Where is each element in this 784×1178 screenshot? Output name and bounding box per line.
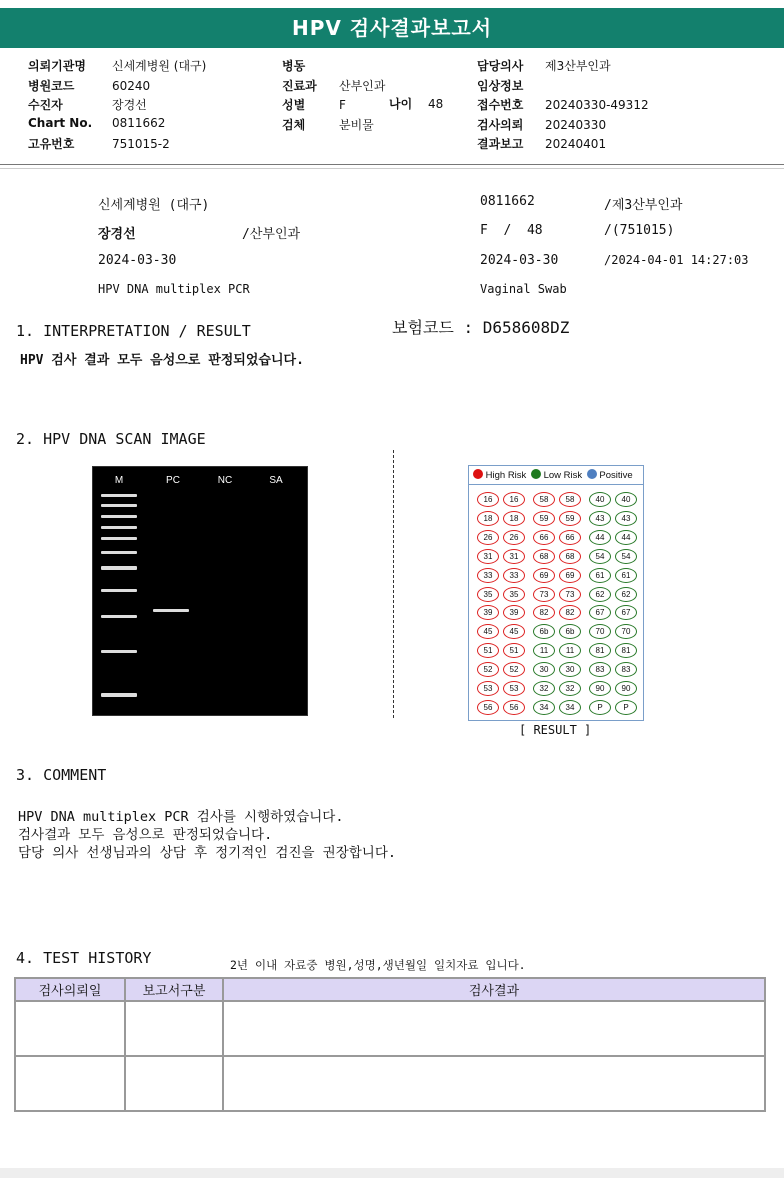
header-field-row xyxy=(477,116,777,136)
genotype-marker: 39 xyxy=(503,605,525,620)
genotype-marker: 62 xyxy=(615,587,637,602)
high-risk-dot-icon xyxy=(473,469,483,479)
header-field-row xyxy=(28,57,268,77)
header-field-value: 60240 xyxy=(112,78,151,93)
ladder-band xyxy=(101,494,137,497)
gel-lane-label: SA xyxy=(269,475,283,486)
genotype-marker: 73 xyxy=(559,587,581,602)
age-label: 나이 xyxy=(389,97,413,111)
panel-caption: [ RESULT ] xyxy=(519,723,592,737)
header-field-label: 임상정보 xyxy=(477,78,524,93)
ladder-band xyxy=(101,526,137,529)
history-header-row xyxy=(15,978,765,1001)
genotype-marker: 43 xyxy=(615,511,637,526)
header-field-label: 검체 xyxy=(282,117,306,132)
genotype-marker: 45 xyxy=(503,624,525,639)
genotype-marker: 40 xyxy=(615,492,637,507)
genotype-marker: 53 xyxy=(503,681,525,696)
history-table xyxy=(14,977,766,1112)
header-field-row xyxy=(28,116,268,136)
genotype-marker: P xyxy=(615,700,637,715)
header-field-label: 병동 xyxy=(282,59,306,73)
history-col-report-type: 보고서구분 xyxy=(125,978,223,1001)
genotype-marker: 70 xyxy=(615,624,637,639)
summary-sex-age: F / 48 xyxy=(480,223,543,238)
header-field-label: 고유번호 xyxy=(28,137,75,151)
header-field-value: 장경선 xyxy=(112,98,147,112)
genotype-marker: 34 xyxy=(533,700,555,715)
table-row xyxy=(15,1001,765,1056)
table-cell xyxy=(125,1001,223,1056)
legend-high-risk: High Risk xyxy=(485,470,527,481)
genotype-marker: 52 xyxy=(477,662,499,677)
header-field-label: 병원코드 xyxy=(28,78,75,93)
ladder-band xyxy=(101,504,137,507)
genotype-marker: 68 xyxy=(559,549,581,564)
age-block xyxy=(389,95,443,112)
summary-test-name: HPV DNA multiplex PCR xyxy=(98,282,250,296)
summary-dept: /산부인과 xyxy=(242,227,301,242)
header-field-label: 검사의뢰 xyxy=(477,117,524,132)
genotype-marker: 54 xyxy=(589,549,611,564)
header-field-label: 결과보고 xyxy=(477,137,524,151)
header-field-value: 751015-2 xyxy=(112,137,170,151)
genotype-marker: 16 xyxy=(503,492,525,507)
genotype-marker: 40 xyxy=(589,492,611,507)
genotype-marker: 35 xyxy=(477,587,499,602)
header-field-row xyxy=(28,96,268,116)
genotype-marker: 59 xyxy=(533,511,555,526)
genotype-marker: 51 xyxy=(503,643,525,658)
ladder-band xyxy=(101,537,137,540)
genotype-marker: 11 xyxy=(533,643,555,658)
header-field-label: 진료과 xyxy=(282,78,317,93)
section-scan-title: 2. HPV DNA SCAN IMAGE xyxy=(16,430,206,448)
summary-doctor: /제3산부인과 xyxy=(604,198,683,213)
history-note: 2년 이내 자료중 병원,성명,생년월일 일치자료 입니다. xyxy=(230,958,526,972)
table-cell xyxy=(223,1056,765,1111)
gel-lane-label: PC xyxy=(166,475,180,486)
pc-band xyxy=(153,609,189,612)
section-history-title: 4. TEST HISTORY xyxy=(16,949,152,967)
page-bottom-border xyxy=(0,1168,784,1178)
genotype-marker: 83 xyxy=(589,662,611,677)
header-field-row xyxy=(282,57,462,77)
genotype-marker: 67 xyxy=(615,605,637,620)
header-field-row xyxy=(28,77,268,97)
genotype-marker: 90 xyxy=(589,681,611,696)
header-field-value: 제3산부인과 xyxy=(545,59,611,73)
header-divider xyxy=(0,164,784,165)
genotype-marker: 61 xyxy=(615,568,637,583)
gel-lane-label: NC xyxy=(217,475,233,486)
summary-hospital: 신세계병원 (대구) xyxy=(98,198,210,213)
panel-legend-divider xyxy=(469,484,643,485)
genotype-marker: 33 xyxy=(477,568,499,583)
header-col1-rows xyxy=(28,57,268,155)
genotype-marker: 66 xyxy=(559,530,581,545)
header-field-row xyxy=(282,77,462,97)
header-field-value: 산부인과 xyxy=(339,78,386,93)
header-field-value: 20240330 xyxy=(545,117,607,132)
header-col3 xyxy=(477,57,777,155)
low-risk-dot-icon xyxy=(531,469,541,479)
genotype-marker: 56 xyxy=(477,700,499,715)
comment-block xyxy=(18,808,396,862)
legend-low-risk: Low Risk xyxy=(543,470,583,481)
genotype-marker: 58 xyxy=(533,492,555,507)
header-field-label: 담당의사 xyxy=(477,59,524,73)
table-cell xyxy=(15,1056,125,1111)
genotype-marker: 6b xyxy=(559,624,581,639)
genotype-marker: 18 xyxy=(477,511,499,526)
header-field-label: 접수번호 xyxy=(477,98,524,112)
genotype-marker: 68 xyxy=(533,549,555,564)
header-field-row xyxy=(477,77,777,97)
header-col3-rows xyxy=(477,57,777,155)
genotype-marker: 44 xyxy=(589,530,611,545)
genotype-marker: 70 xyxy=(589,624,611,639)
genotype-marker: 83 xyxy=(615,662,637,677)
genotype-marker: 32 xyxy=(559,681,581,696)
summary-birth: /(751015) xyxy=(604,223,675,238)
header-field-label: 의뢰기관명 xyxy=(28,59,86,73)
genotype-marker: 69 xyxy=(533,568,555,583)
genotype-marker: 34 xyxy=(559,700,581,715)
panel-legend xyxy=(473,469,633,481)
genotype-marker: 81 xyxy=(615,643,637,658)
table-cell xyxy=(223,1001,765,1056)
ladder-band xyxy=(101,589,137,592)
header-field-value: 0811662 xyxy=(112,115,166,130)
genotype-marker: 82 xyxy=(533,605,555,620)
report-title: HPV 검사결과보고서 xyxy=(0,8,784,48)
comment-line: 검사결과 모두 음성으로 판정되었습니다. xyxy=(18,827,273,843)
genotype-marker: 66 xyxy=(533,530,555,545)
genotype-marker: 52 xyxy=(503,662,525,677)
header-field-row xyxy=(477,57,777,77)
gel-lane-label: M xyxy=(114,475,124,486)
genotype-marker: 53 xyxy=(477,681,499,696)
genotype-marker: 81 xyxy=(589,643,611,658)
interpretation-text: HPV 검사 결과 모두 음성으로 판정되었습니다. xyxy=(20,353,304,368)
genotype-marker: 35 xyxy=(503,587,525,602)
history-col-request-date: 검사의뢰일 xyxy=(15,978,125,1001)
header-field-value: 신세계병원 (대구) xyxy=(112,59,207,73)
header-field-label: Chart No. xyxy=(28,115,93,130)
summary-patient: 장경선 xyxy=(98,227,136,242)
genotype-marker: 39 xyxy=(477,605,499,620)
genotype-marker: 61 xyxy=(589,568,611,583)
gel-image xyxy=(92,466,308,716)
insurance-code: 보험코드 : D658608DZ xyxy=(392,318,570,337)
header-col1 xyxy=(28,57,268,155)
genotype-marker: 30 xyxy=(533,662,555,677)
summary-date1: 2024-03-30 xyxy=(98,253,177,268)
header-field-value: 분비물 xyxy=(339,117,374,132)
genotype-marker: 33 xyxy=(503,568,525,583)
header-field-value: 20240401 xyxy=(545,137,607,151)
ladder-band xyxy=(101,515,137,518)
summary-specimen: Vaginal Swab xyxy=(480,282,567,296)
genotype-marker: 62 xyxy=(589,587,611,602)
genotype-marker: 32 xyxy=(533,681,555,696)
genotype-marker: 30 xyxy=(559,662,581,677)
genotype-marker: 18 xyxy=(503,511,525,526)
genotype-marker: 90 xyxy=(615,681,637,696)
legend-positive: Positive xyxy=(599,470,633,481)
genotype-marker: 73 xyxy=(533,587,555,602)
header-field-value: F xyxy=(339,98,346,112)
genotype-marker: 26 xyxy=(503,530,525,545)
header-field-row xyxy=(28,135,268,155)
ladder-band xyxy=(101,551,137,554)
header-field-label: 수진자 xyxy=(28,98,63,112)
genotype-marker: 11 xyxy=(559,643,581,658)
table-cell xyxy=(15,1001,125,1056)
table-row xyxy=(15,1056,765,1111)
genotype-marker: 82 xyxy=(559,605,581,620)
section-interpretation-title: 1. INTERPRETATION / RESULT xyxy=(16,322,251,340)
genotype-marker: 16 xyxy=(477,492,499,507)
genotype-marker: P xyxy=(589,700,611,715)
ladder-band xyxy=(101,650,137,653)
divider-dashed xyxy=(393,450,394,718)
summary-chart: 0811662 xyxy=(480,194,535,209)
header-divider-2 xyxy=(0,168,784,169)
genotype-marker: 59 xyxy=(559,511,581,526)
header-field-row xyxy=(282,116,462,136)
genotype-marker: 45 xyxy=(477,624,499,639)
ladder-band xyxy=(101,615,137,618)
comment-line: 담당 의사 선생님과의 상담 후 정기적인 검진을 권장합니다. xyxy=(18,845,397,861)
summary-report-time: /2024-04-01 14:27:03 xyxy=(604,253,749,267)
history-col-result: 검사결과 xyxy=(223,978,765,1001)
header-field-label: 성별 xyxy=(282,98,306,112)
genotype-marker: 58 xyxy=(559,492,581,507)
genotype-marker: 67 xyxy=(589,605,611,620)
summary-date2: 2024-03-30 xyxy=(480,253,559,268)
genotype-marker: 56 xyxy=(503,700,525,715)
header-field-value: 20240330-49312 xyxy=(545,98,649,112)
genotype-marker: 54 xyxy=(615,549,637,564)
ladder-band xyxy=(101,693,137,697)
genotype-marker: 31 xyxy=(503,549,525,564)
table-cell xyxy=(125,1056,223,1111)
header-field-row xyxy=(477,96,777,116)
section-comment-title: 3. COMMENT xyxy=(16,766,107,784)
hpv-genotype-panel xyxy=(468,465,644,721)
genotype-marker: 26 xyxy=(477,530,499,545)
header-field-row xyxy=(477,135,777,155)
comment-line: HPV DNA multiplex PCR 검사를 시행하였습니다. xyxy=(18,809,344,825)
genotype-marker: 51 xyxy=(477,643,499,658)
genotype-marker: 43 xyxy=(589,511,611,526)
age-value: 48 xyxy=(428,97,444,111)
ladder-band xyxy=(101,566,137,570)
genotype-marker: 69 xyxy=(559,568,581,583)
genotype-marker: 6b xyxy=(533,624,555,639)
genotype-marker: 44 xyxy=(615,530,637,545)
genotype-marker: 31 xyxy=(477,549,499,564)
positive-dot-icon xyxy=(587,469,597,479)
